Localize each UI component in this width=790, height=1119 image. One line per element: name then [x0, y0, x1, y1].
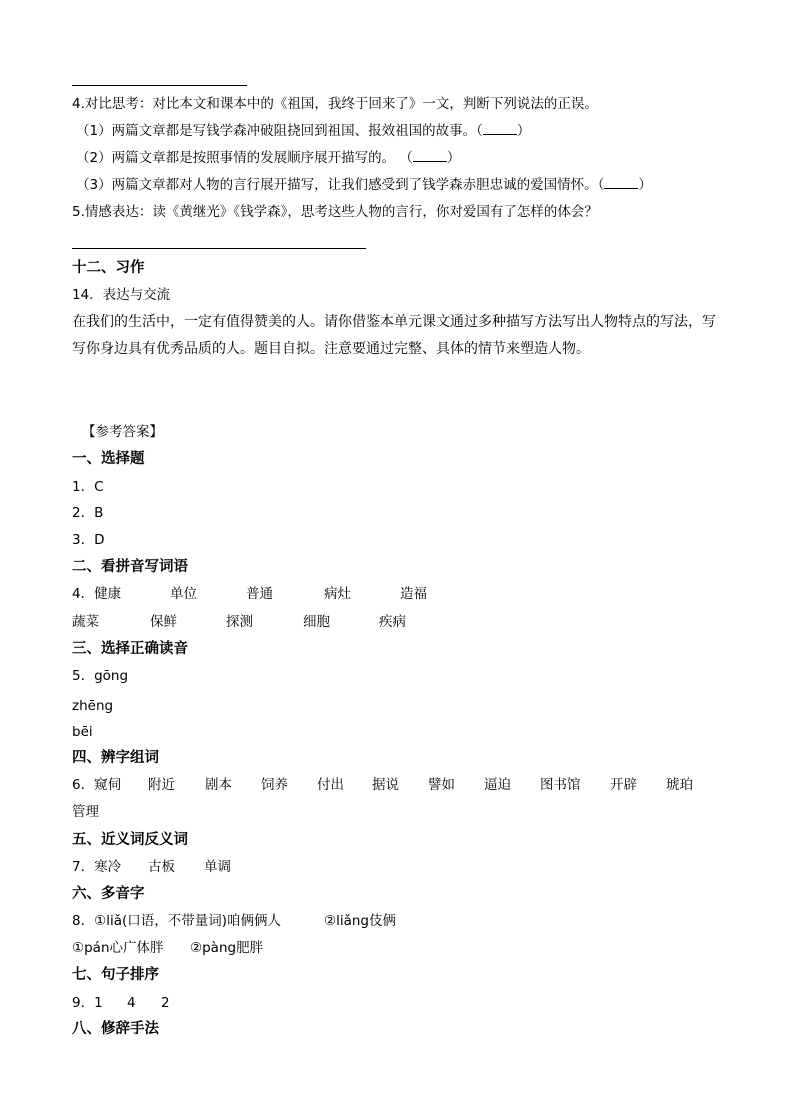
answer-line-item: zhēng [72, 698, 114, 714]
answer-word: 古板 [148, 859, 175, 875]
question-4-intro: 4.对比思考：对比本文和课本中的《祖国，我终于回来了》一文，判断下列说法的正误。 [72, 96, 598, 112]
answer-word: 单调 [204, 859, 231, 875]
answer-line-item: bēi [72, 724, 93, 740]
answer-word: 疾病 [379, 614, 406, 630]
answer-word: 8．①liǎ(口语，不带量词)咱俩俩人 [72, 913, 281, 929]
writing-prompt-line-2: 写你身边具有优秀品质的人。题目自拟。注意要通过完整、具体的情节来塑造人物。 [72, 341, 590, 357]
answer-line-item: 3．D [72, 532, 105, 548]
answer-word: 逼迫 [484, 777, 511, 793]
answer-word: 7．寒冷 [72, 859, 122, 875]
answer-word: 9．1 [72, 995, 103, 1011]
section-6-heading: 六、多音字 [72, 886, 145, 902]
answer-word: 2 [161, 995, 170, 1011]
answer-word: 图书馆 [540, 777, 581, 793]
answer-word: ②pàng肥胖 [190, 940, 264, 956]
answer-word: 单位 [170, 586, 197, 602]
answer-line [72, 248, 366, 249]
answer-row [72, 993, 192, 1013]
answer-word: 开辟 [610, 777, 637, 793]
question-4-item-2: （2）两篇文章都是按照事情的发展顺序展开描写的。 （ ） [76, 150, 461, 166]
section-3-heading: 三、选择正确读音 [72, 641, 188, 657]
answer-word: 6．窥伺 [72, 777, 122, 793]
answer-word: 蔬菜 [72, 614, 99, 630]
writing-prompt-line-1: 在我们的生活中，一定有值得赞美的人。请你借鉴本单元课文通过多种描写方法写出人物特点的写法，写 [72, 314, 716, 330]
answer-line-item: 5．gōng [72, 668, 129, 684]
answer-word: ②liǎng伎俩 [324, 913, 397, 929]
answer-word: 据说 [372, 777, 399, 793]
answer-word: 病灶 [324, 586, 351, 602]
answer-row [72, 911, 472, 931]
section-8-heading: 八、修辞手法 [72, 1021, 159, 1037]
answer-word: 管理 [72, 804, 99, 820]
answer-blank[interactable] [413, 148, 447, 162]
answer-word: 剧本 [205, 777, 232, 793]
answer-row [72, 584, 472, 604]
section-7-heading: 七、句子排序 [72, 967, 159, 983]
answer-row [72, 857, 292, 877]
answer-word: 附近 [148, 777, 175, 793]
answer-row [72, 775, 712, 795]
answer-word: 探测 [226, 614, 253, 630]
answer-blank[interactable] [483, 121, 517, 135]
answers-title: 【参考答案】 [82, 424, 163, 440]
question-14-title: 14．表达与交流 [72, 287, 171, 303]
answer-line-item: 1．C [72, 479, 104, 495]
answer-row [72, 938, 312, 958]
answer-word: 细胞 [303, 614, 330, 630]
answer-word: 譬如 [428, 777, 455, 793]
section-2-heading: 二、看拼音写词语 [72, 559, 188, 575]
answer-line [72, 85, 247, 86]
answer-word: 保鲜 [150, 614, 177, 630]
answer-word: 琥珀 [666, 777, 693, 793]
answer-word: 4 [127, 995, 136, 1011]
question-4-item-1: （1）两篇文章都是写钱学森冲破阻挠回到祖国、报效祖国的故事。（ ） [76, 123, 531, 139]
answer-line-item: 2．B [72, 505, 104, 521]
answer-word: 造福 [400, 586, 427, 602]
answer-blank[interactable] [604, 175, 638, 189]
answer-word: ①pán心广体胖 [72, 940, 164, 956]
answer-word: 普通 [246, 586, 273, 602]
answer-word: 饲养 [261, 777, 288, 793]
answer-row [72, 612, 472, 632]
section-5-heading: 五、近义词反义词 [72, 832, 188, 848]
answer-word: 4．健康 [72, 586, 122, 602]
question-5: 5.情感表达：读《黄继光》《钱学森》，思考这些人物的言行，你对爱国有了怎样的体会？ [72, 204, 598, 220]
section-4-heading: 四、辨字组词 [72, 750, 159, 766]
section-1-heading: 一、选择题 [72, 451, 145, 467]
answer-word: 付出 [317, 777, 344, 793]
question-4-item-3: （3）两篇文章都对人物的言行展开描写，让我们感受到了钱学森赤胆忠诚的爱国情怀。（ ） [76, 177, 652, 193]
section-12-heading: 十二、习作 [72, 260, 145, 276]
